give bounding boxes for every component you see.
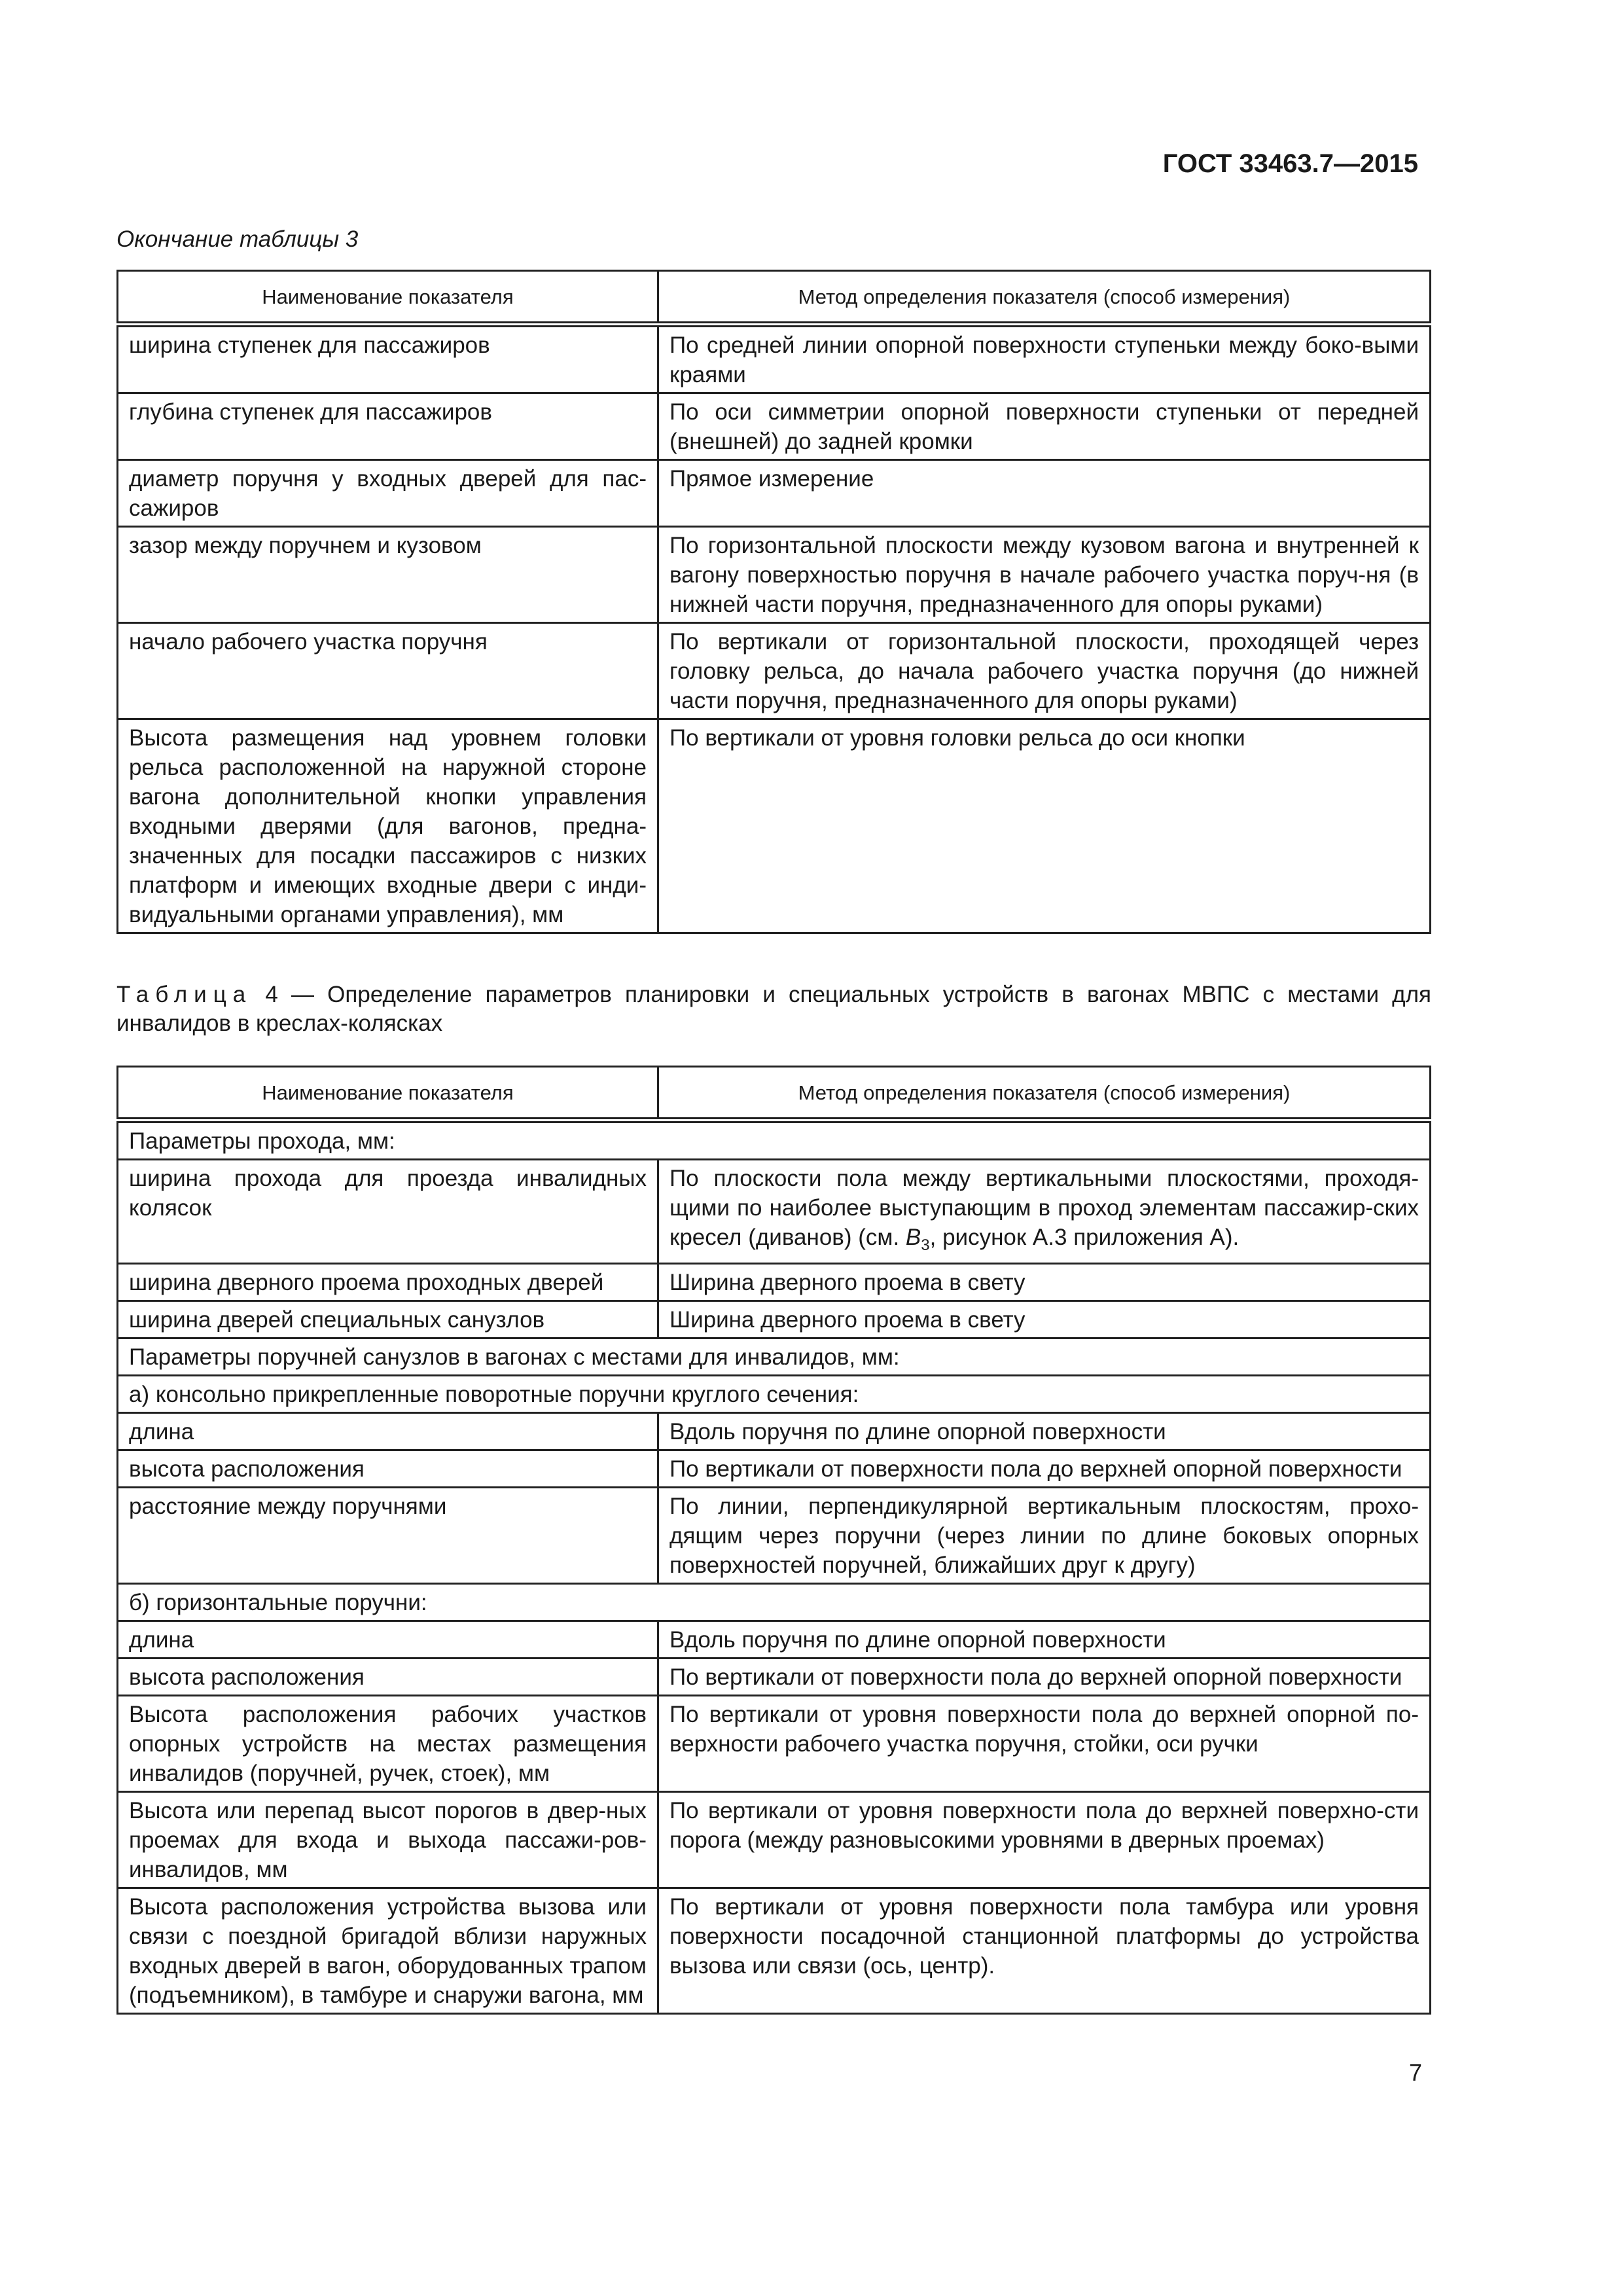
section-handrails: Параметры поручней санузлов в вагонах с местами для инвалидов, мм: xyxy=(118,1338,1431,1376)
section-a: а) консольно прикрепленные поворотные поручни круглого сечения: xyxy=(118,1376,1431,1413)
indicator-cell: Высота или перепад высот порогов в двер-ных проемах для входа и выхода пассажи-ров-инвалидов, мм xyxy=(118,1792,658,1888)
standard-number: ГОСТ 33463.7—2015 xyxy=(1162,149,1418,178)
method-cell: По вертикали от уровня поверхности пола до верхней поверхно-сти порога (между разновысокими уровнями в дверных проемах) xyxy=(658,1792,1431,1888)
table-row xyxy=(118,1888,1431,2014)
method-cell: По горизонтальной плоскости между кузовом вагона и внутренней к вагону поверхностью поручня в начале рабочего участка поруч-ня (в нижней части поручня, предназначенного для опоры руками) xyxy=(658,527,1431,623)
method-cell: По вертикали от поверхности пола до верхней опорной поверхности xyxy=(658,1450,1431,1488)
method-cell: По вертикали от уровня головки рельса до оси кнопки xyxy=(658,719,1431,933)
page-number: 7 xyxy=(1408,2059,1422,2086)
indicator-cell: высота расположения xyxy=(118,1659,658,1696)
indicator-cell: Высота расположения рабочих участков опорных устройств на местах размещения инвалидов (поручней, ручек, стоек), мм xyxy=(118,1696,658,1792)
table-row xyxy=(118,1301,1431,1338)
table-3 xyxy=(116,270,1431,934)
table-row xyxy=(118,1413,1431,1450)
section-row xyxy=(118,1121,1431,1160)
indicator-cell: диаметр поручня у входных дверей для пас-сажиров xyxy=(118,460,658,527)
indicator-cell: ширина дверей специальных санузлов xyxy=(118,1301,658,1338)
indicator-cell: ширина прохода для проезда инвалидных колясок xyxy=(118,1160,658,1264)
method-text-end: , рисунок А.3 приложения А). xyxy=(929,1225,1240,1250)
table4-caption xyxy=(116,980,1431,1038)
method-text: По плоскости пола между вертикальными плоскостями, проходя-щими по наиболее выступающим в проход элементам пассажир-ских кресел (диванов) (см. xyxy=(669,1166,1419,1250)
table-row xyxy=(118,393,1431,460)
indicator-cell: длина xyxy=(118,1413,658,1450)
table-row xyxy=(118,623,1431,719)
table-header-row xyxy=(118,1067,1431,1121)
method-cell: Вдоль поручня по длине опорной поверхности xyxy=(658,1621,1431,1659)
method-cell xyxy=(658,1160,1431,1264)
indicator-cell: высота расположения xyxy=(118,1450,658,1488)
table-row xyxy=(118,1450,1431,1488)
table3-caption: Окончание таблицы 3 xyxy=(116,226,359,252)
indicator-cell: ширина дверного проема проходных дверей xyxy=(118,1264,658,1301)
dimension-subscript: 3 xyxy=(921,1236,930,1254)
table-4 xyxy=(116,1066,1431,2015)
section-b: б) горизонтальные поручни: xyxy=(118,1584,1431,1621)
section-row xyxy=(118,1338,1431,1376)
table-row xyxy=(118,1488,1431,1584)
table-row xyxy=(118,719,1431,933)
table-row xyxy=(118,1621,1431,1659)
section-row xyxy=(118,1584,1431,1621)
method-cell: Ширина дверного проема в свету xyxy=(658,1301,1431,1338)
method-cell: По средней линии опорной поверхности ступеньки между боко-выми краями xyxy=(658,325,1431,393)
indicator-cell: начало рабочего участка поручня xyxy=(118,623,658,719)
indicator-cell: ширина ступенек для пассажиров xyxy=(118,325,658,393)
table-row xyxy=(118,1659,1431,1696)
method-cell: Вдоль поручня по длине опорной поверхности xyxy=(658,1413,1431,1450)
table-row xyxy=(118,1792,1431,1888)
dimension-symbol: B xyxy=(905,1225,921,1250)
column-header-method: Метод определения показателя (способ измерения) xyxy=(658,1067,1431,1121)
indicator-cell: длина xyxy=(118,1621,658,1659)
column-header-indicator: Наименование показателя xyxy=(118,271,658,325)
method-cell: Ширина дверного проема в свету xyxy=(658,1264,1431,1301)
table4-caption-number: 4 xyxy=(265,982,278,1007)
indicator-cell: глубина ступенек для пассажиров xyxy=(118,393,658,460)
table4-caption-text: — Определение параметров планировки и специальных устройств в вагонах МВПС с местами для инвалидов в креслах-колясках xyxy=(116,982,1431,1036)
indicator-cell: Высота размещения над уровнем головки рельса расположенной на наружной стороне вагона дополнительной кнопки управления входными дверями (для вагонов, предна-значенных для посадки пассажиров с низких платформ и имеющих входные двери с инди-видуальными органами управления), мм xyxy=(118,719,658,933)
method-cell: По вертикали от поверхности пола до верхней опорной поверхности xyxy=(658,1659,1431,1696)
table-row xyxy=(118,527,1431,623)
method-cell: По линии, перпендикулярной вертикальным плоскостям, прохо-дящим через поручни (через линии по длине боковых опорных поверхностей поручней, ближайших друг к другу) xyxy=(658,1488,1431,1584)
method-cell: По вертикали от уровня поверхности пола до верхней опорной по-верхности рабочего участка поручня, стойки, оси ручки xyxy=(658,1696,1431,1792)
table-row xyxy=(118,1160,1431,1264)
column-header-indicator: Наименование показателя xyxy=(118,1067,658,1121)
table-row xyxy=(118,460,1431,527)
indicator-cell: расстояние между поручнями xyxy=(118,1488,658,1584)
method-cell: По вертикали от уровня поверхности пола тамбура или уровня поверхности посадочной станционной платформы до устройства вызова или связи (ось, центр). xyxy=(658,1888,1431,2014)
table-row xyxy=(118,1696,1431,1792)
table-header-row xyxy=(118,271,1431,325)
table4-caption-word: Таблица xyxy=(116,982,253,1007)
indicator-cell: Высота расположения устройства вызова или связи с поездной бригадой вблизи наружных входных дверей в вагон, оборудованных трапом (подъемником), в тамбуре и снаружи вагона, мм xyxy=(118,1888,658,2014)
table-row xyxy=(118,1264,1431,1301)
indicator-cell: зазор между поручнем и кузовом xyxy=(118,527,658,623)
method-cell: Прямое измерение xyxy=(658,460,1431,527)
method-cell: По вертикали от горизонтальной плоскости, проходящей через головку рельса, до начала рабочего участка поручня (до нижней части поручня, предназначенного для опоры руками) xyxy=(658,623,1431,719)
table-row xyxy=(118,325,1431,393)
section-row xyxy=(118,1376,1431,1413)
method-cell: По оси симметрии опорной поверхности ступеньки от передней (внешней) до задней кромки xyxy=(658,393,1431,460)
column-header-method: Метод определения показателя (способ измерения) xyxy=(658,271,1431,325)
section-passage: Параметры прохода, мм: xyxy=(118,1121,1431,1160)
